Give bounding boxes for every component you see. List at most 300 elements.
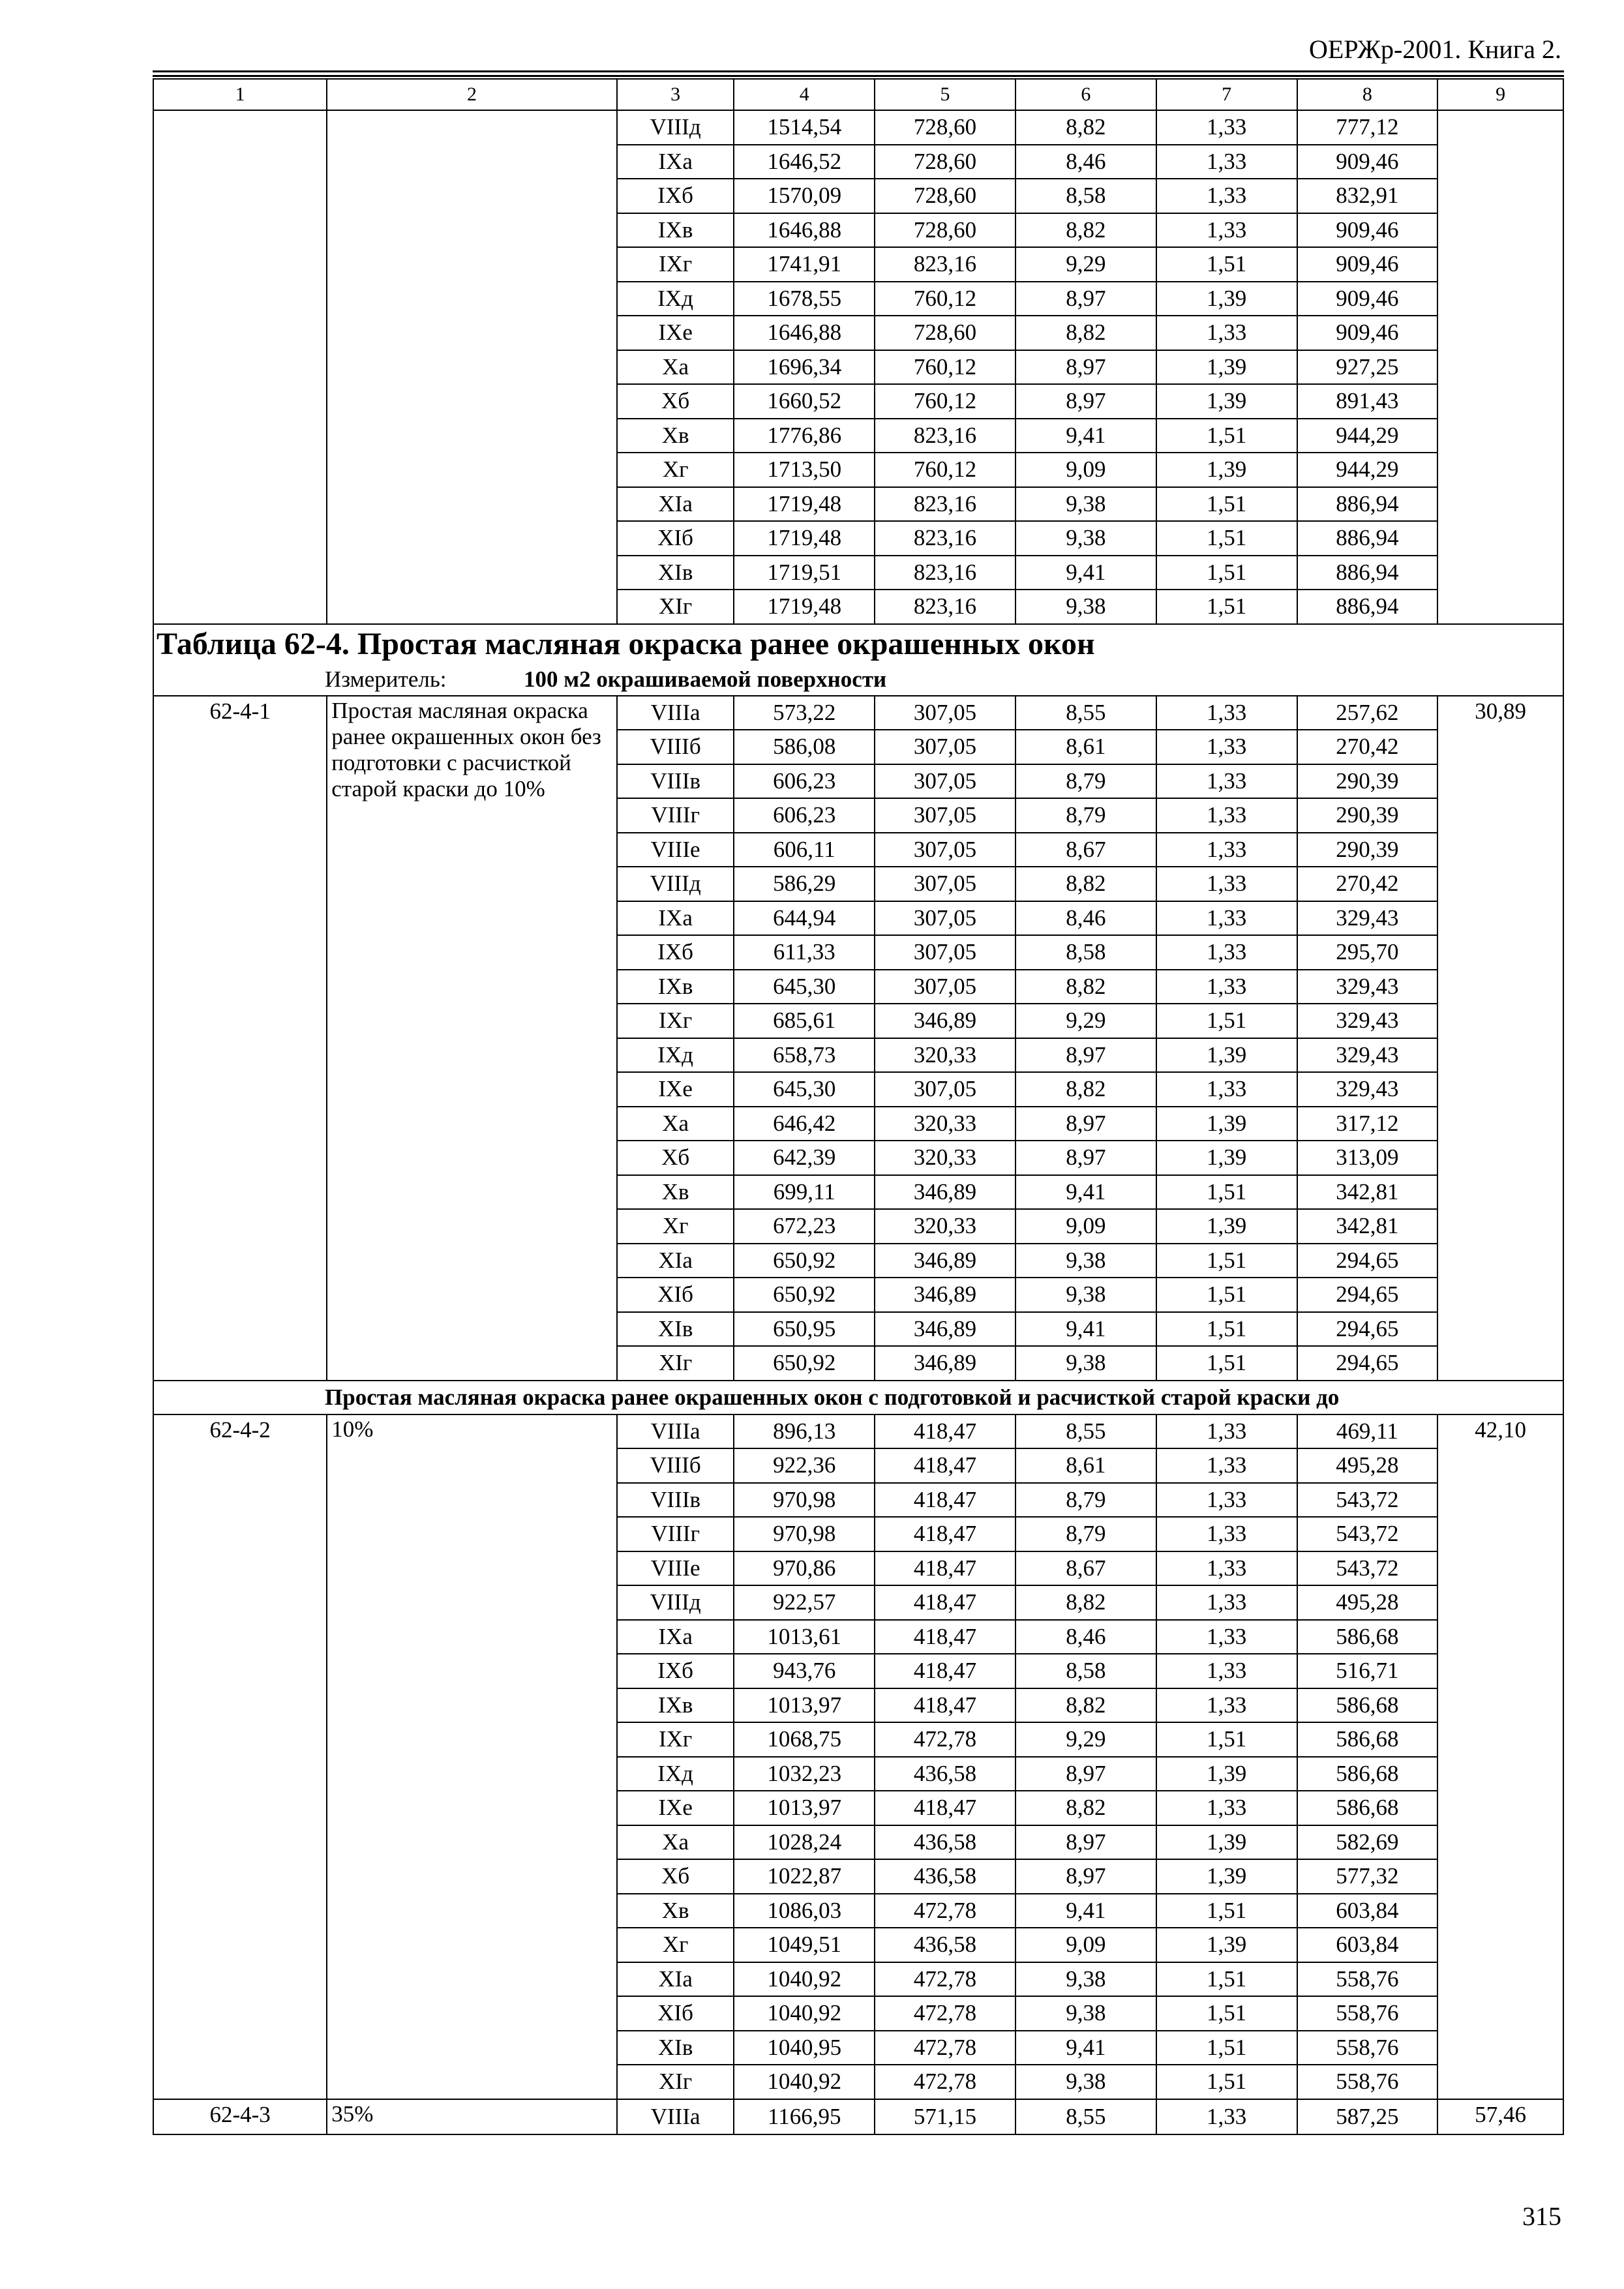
zone-cell: IXв <box>617 1688 734 1723</box>
value-cell: 760,12 <box>875 453 1015 487</box>
value-cell: 646,42 <box>734 1107 875 1141</box>
value-cell: 329,43 <box>1297 901 1438 936</box>
value-cell: 603,84 <box>1297 1928 1438 1962</box>
value-cell: 418,47 <box>875 1551 1015 1586</box>
zone-cell: XIб <box>617 1996 734 2031</box>
zone-cell: IXб <box>617 179 734 213</box>
meter-cell <box>153 664 1563 696</box>
value-cell: 1,51 <box>1156 1894 1297 1928</box>
value-cell: 8,67 <box>1015 833 1156 867</box>
value-cell: 558,76 <box>1297 2065 1438 2099</box>
value-cell: 728,60 <box>875 213 1015 248</box>
value-cell: 307,05 <box>875 867 1015 901</box>
value-cell: 1696,34 <box>734 350 875 385</box>
column-number-cell: 4 <box>734 79 875 110</box>
rates-table-body <box>153 79 1563 2134</box>
zone-cell: Xа <box>617 1107 734 1141</box>
value-cell: 495,28 <box>1297 1448 1438 1483</box>
value-cell: 307,05 <box>875 798 1015 833</box>
value-cell: 346,89 <box>875 1346 1015 1381</box>
value-cell: 295,70 <box>1297 935 1438 970</box>
value-cell: 1,33 <box>1156 2099 1297 2135</box>
value-cell: 558,76 <box>1297 1996 1438 2031</box>
value-cell: 1013,61 <box>734 1620 875 1654</box>
value-cell: 823,16 <box>875 247 1015 282</box>
value-cell: 1646,88 <box>734 316 875 350</box>
value-cell: 1028,24 <box>734 1825 875 1860</box>
value-cell: 9,38 <box>1015 1346 1156 1381</box>
value-cell: 436,58 <box>875 1757 1015 1791</box>
value-cell: 1,39 <box>1156 282 1297 316</box>
value-cell: 650,92 <box>734 1278 875 1312</box>
value-cell: 9,41 <box>1015 1175 1156 1210</box>
value-cell: 9,38 <box>1015 1962 1156 1997</box>
value-cell: 1040,95 <box>734 2031 875 2065</box>
value-cell: 1049,51 <box>734 1928 875 1962</box>
value-cell: 1,33 <box>1156 1517 1297 1551</box>
zone-cell: Xв <box>617 419 734 453</box>
value-cell: 320,33 <box>875 1141 1015 1175</box>
value-cell: 320,33 <box>875 1107 1015 1141</box>
value-cell: 8,97 <box>1015 1038 1156 1073</box>
value-cell: 8,97 <box>1015 1141 1156 1175</box>
table-row <box>153 1414 1563 1449</box>
value-cell: 1,33 <box>1156 798 1297 833</box>
zone-cell: VIIIб <box>617 730 734 764</box>
value-cell: 1,51 <box>1156 590 1297 624</box>
value-cell: 1,33 <box>1156 1448 1297 1483</box>
value-cell: 823,16 <box>875 590 1015 624</box>
value-cell: 1,33 <box>1156 970 1297 1004</box>
value-cell: 1,33 <box>1156 1551 1297 1586</box>
value-cell: 1,51 <box>1156 556 1297 590</box>
value-cell: 970,86 <box>734 1551 875 1586</box>
value-cell: 290,39 <box>1297 798 1438 833</box>
value-cell: 8,97 <box>1015 1859 1156 1894</box>
value-cell: 728,60 <box>875 145 1015 179</box>
value-cell: 1,33 <box>1156 1688 1297 1723</box>
value-cell: 1,51 <box>1156 1996 1297 2031</box>
value-cell: 294,65 <box>1297 1346 1438 1381</box>
value-cell: 587,25 <box>1297 2099 1438 2135</box>
subtitle-row <box>153 1381 1563 1414</box>
value-cell: 1776,86 <box>734 419 875 453</box>
table-title-cell <box>153 624 1563 664</box>
value-cell: 1,39 <box>1156 350 1297 385</box>
zone-cell: IXв <box>617 970 734 1004</box>
value-cell: 1040,92 <box>734 2065 875 2099</box>
table-row <box>153 696 1563 730</box>
zone-cell: IXа <box>617 901 734 936</box>
value-cell: 886,94 <box>1297 556 1438 590</box>
value-cell: 307,05 <box>875 764 1015 799</box>
value-cell: 886,94 <box>1297 521 1438 556</box>
value-cell: 1166,95 <box>734 2099 875 2135</box>
zone-cell: XIг <box>617 1346 734 1381</box>
zone-cell: IXа <box>617 145 734 179</box>
value-cell: 472,78 <box>875 1722 1015 1757</box>
value-cell: 8,61 <box>1015 1448 1156 1483</box>
value-cell: 294,65 <box>1297 1312 1438 1347</box>
value-cell: 1,51 <box>1156 2065 1297 2099</box>
value-cell: 1741,91 <box>734 247 875 282</box>
value-cell: 1040,92 <box>734 1962 875 1997</box>
value-cell: 909,46 <box>1297 247 1438 282</box>
value-cell: 606,11 <box>734 833 875 867</box>
value-cell: 1022,87 <box>734 1859 875 1894</box>
value-cell: 606,23 <box>734 764 875 799</box>
value-cell: 8,79 <box>1015 798 1156 833</box>
value-cell: 8,79 <box>1015 1517 1156 1551</box>
value-cell: 472,78 <box>875 2065 1015 2099</box>
value-cell: 8,46 <box>1015 145 1156 179</box>
value-cell: 1570,09 <box>734 179 875 213</box>
value-cell: 8,97 <box>1015 282 1156 316</box>
value-cell: 1,33 <box>1156 1483 1297 1518</box>
value-cell: 8,97 <box>1015 1107 1156 1141</box>
value-cell: 1040,92 <box>734 1996 875 2031</box>
value-cell: 1086,03 <box>734 1894 875 1928</box>
value-cell: 699,11 <box>734 1175 875 1210</box>
zone-cell: XIа <box>617 487 734 522</box>
value-cell: 8,82 <box>1015 1688 1156 1723</box>
value-cell: 9,41 <box>1015 1312 1156 1347</box>
value-cell: 9,29 <box>1015 1004 1156 1038</box>
value-cell: 1,33 <box>1156 213 1297 248</box>
value-cell: 8,97 <box>1015 350 1156 385</box>
value-cell: 9,38 <box>1015 487 1156 522</box>
value-cell: 658,73 <box>734 1038 875 1073</box>
value-cell: 728,60 <box>875 110 1015 145</box>
value-cell: 1,33 <box>1156 730 1297 764</box>
value-cell: 896,13 <box>734 1414 875 1449</box>
col9-cell: 57,46 <box>1437 2099 1563 2135</box>
value-cell: 823,16 <box>875 419 1015 453</box>
value-cell: 8,58 <box>1015 935 1156 970</box>
value-cell: 611,33 <box>734 935 875 970</box>
value-cell: 777,12 <box>1297 110 1438 145</box>
value-cell: 9,38 <box>1015 1244 1156 1278</box>
value-cell: 8,58 <box>1015 1654 1156 1688</box>
value-cell: 1660,52 <box>734 384 875 419</box>
value-cell: 8,82 <box>1015 1072 1156 1107</box>
value-cell: 1719,48 <box>734 521 875 556</box>
value-cell: 516,71 <box>1297 1654 1438 1688</box>
zone-cell: XIв <box>617 1312 734 1347</box>
value-cell: 8,97 <box>1015 1757 1156 1791</box>
value-cell: 329,43 <box>1297 1072 1438 1107</box>
table-title: Таблица 62-4. Простая масляная окраска ранее окрашенных окон <box>157 626 1095 661</box>
value-cell: 891,43 <box>1297 384 1438 419</box>
value-cell: 257,62 <box>1297 696 1438 730</box>
zone-cell: VIIIг <box>617 1517 734 1551</box>
value-cell: 8,55 <box>1015 2099 1156 2135</box>
work-description-cell <box>327 110 617 624</box>
column-number-cell: 9 <box>1437 79 1563 110</box>
zone-cell: VIIIе <box>617 1551 734 1586</box>
value-cell: 1013,97 <box>734 1791 875 1825</box>
value-cell: 1,33 <box>1156 145 1297 179</box>
table-row <box>153 2099 1563 2135</box>
zone-cell: IXв <box>617 213 734 248</box>
value-cell: 307,05 <box>875 901 1015 936</box>
zone-cell: XIг <box>617 2065 734 2099</box>
zone-cell: IXг <box>617 247 734 282</box>
value-cell: 1,51 <box>1156 1278 1297 1312</box>
value-cell: 832,91 <box>1297 179 1438 213</box>
value-cell: 728,60 <box>875 179 1015 213</box>
value-cell: 909,46 <box>1297 316 1438 350</box>
value-cell: 1,33 <box>1156 833 1297 867</box>
value-cell: 943,76 <box>734 1654 875 1688</box>
column-number-cell: 5 <box>875 79 1015 110</box>
value-cell: 8,55 <box>1015 1414 1156 1449</box>
value-cell: 346,89 <box>875 1278 1015 1312</box>
work-description-cell: 35% <box>327 2099 617 2135</box>
value-cell: 320,33 <box>875 1038 1015 1073</box>
value-cell: 728,60 <box>875 316 1015 350</box>
meter-value: 100 м2 окрашиваемой поверхности <box>524 666 887 692</box>
zone-cell: XIв <box>617 2031 734 2065</box>
value-cell: 307,05 <box>875 730 1015 764</box>
zone-cell: IXе <box>617 1791 734 1825</box>
value-cell: 8,82 <box>1015 970 1156 1004</box>
value-cell: 577,32 <box>1297 1859 1438 1894</box>
value-cell: 1,51 <box>1156 1722 1297 1757</box>
value-cell: 1,51 <box>1156 1346 1297 1381</box>
page-number: 315 <box>1522 2202 1561 2231</box>
value-cell: 571,15 <box>875 2099 1015 2135</box>
value-cell: 294,65 <box>1297 1278 1438 1312</box>
value-cell: 290,39 <box>1297 833 1438 867</box>
zone-cell: Xб <box>617 384 734 419</box>
value-cell: 418,47 <box>875 1585 1015 1620</box>
value-cell: 1,33 <box>1156 901 1297 936</box>
value-cell: 436,58 <box>875 1825 1015 1860</box>
column-number-cell: 8 <box>1297 79 1438 110</box>
value-cell: 1,39 <box>1156 1038 1297 1073</box>
value-cell: 582,69 <box>1297 1825 1438 1860</box>
work-description-cell: Простая масляная окраска ранее окрашенных окон без подготовки с расчисткой старой краски до 10% <box>327 696 617 1381</box>
value-cell: 1,39 <box>1156 1825 1297 1860</box>
column-number-cell: 3 <box>617 79 734 110</box>
column-number-cell: 2 <box>327 79 617 110</box>
zone-cell: VIIIв <box>617 1483 734 1518</box>
value-cell: 290,39 <box>1297 764 1438 799</box>
value-cell: 909,46 <box>1297 145 1438 179</box>
value-cell: 8,82 <box>1015 1791 1156 1825</box>
value-cell: 586,68 <box>1297 1620 1438 1654</box>
value-cell: 1,33 <box>1156 1654 1297 1688</box>
value-cell: 313,09 <box>1297 1141 1438 1175</box>
value-cell: 944,29 <box>1297 419 1438 453</box>
value-cell: 8,79 <box>1015 1483 1156 1518</box>
value-cell: 1,51 <box>1156 1004 1297 1038</box>
value-cell: 436,58 <box>875 1928 1015 1962</box>
value-cell: 8,79 <box>1015 764 1156 799</box>
value-cell: 317,12 <box>1297 1107 1438 1141</box>
value-cell: 1,51 <box>1156 1175 1297 1210</box>
value-cell: 472,78 <box>875 2031 1015 2065</box>
zone-cell: VIIIе <box>617 833 734 867</box>
value-cell: 9,29 <box>1015 247 1156 282</box>
zone-cell: XIв <box>617 556 734 590</box>
price-code-cell <box>153 110 327 624</box>
value-cell: 1,33 <box>1156 764 1297 799</box>
value-cell: 645,30 <box>734 970 875 1004</box>
zone-cell: Xв <box>617 1894 734 1928</box>
value-cell: 329,43 <box>1297 1038 1438 1073</box>
value-cell: 418,47 <box>875 1483 1015 1518</box>
value-cell: 1,33 <box>1156 696 1297 730</box>
value-cell: 1,39 <box>1156 1209 1297 1244</box>
value-cell: 346,89 <box>875 1312 1015 1347</box>
zone-cell: VIIIд <box>617 1585 734 1620</box>
zone-cell: Xб <box>617 1859 734 1894</box>
value-cell: 603,84 <box>1297 1894 1438 1928</box>
value-cell: 586,29 <box>734 867 875 901</box>
value-cell: 8,55 <box>1015 696 1156 730</box>
price-code-cell: 62-4-1 <box>153 696 327 1381</box>
zone-cell: VIIIа <box>617 1414 734 1449</box>
value-cell: 672,23 <box>734 1209 875 1244</box>
value-cell: 8,82 <box>1015 867 1156 901</box>
value-cell: 1,51 <box>1156 521 1297 556</box>
value-cell: 650,95 <box>734 1312 875 1347</box>
value-cell: 823,16 <box>875 556 1015 590</box>
value-cell: 1,33 <box>1156 1072 1297 1107</box>
value-cell: 294,65 <box>1297 1244 1438 1278</box>
value-cell: 1013,97 <box>734 1688 875 1723</box>
value-cell: 886,94 <box>1297 487 1438 522</box>
value-cell: 1719,48 <box>734 590 875 624</box>
value-cell: 760,12 <box>875 384 1015 419</box>
value-cell: 1719,51 <box>734 556 875 590</box>
column-number-cell: 6 <box>1015 79 1156 110</box>
meter-label: Измеритель: <box>325 666 447 692</box>
header-rule <box>153 70 1564 72</box>
zone-cell: VIIIд <box>617 110 734 145</box>
value-cell: 8,82 <box>1015 110 1156 145</box>
value-cell: 909,46 <box>1297 282 1438 316</box>
value-cell: 329,43 <box>1297 1004 1438 1038</box>
zone-cell: XIа <box>617 1962 734 1997</box>
value-cell: 1,51 <box>1156 1312 1297 1347</box>
col9-cell: 42,10 <box>1437 1414 1563 2099</box>
value-cell: 342,81 <box>1297 1209 1438 1244</box>
value-cell: 685,61 <box>734 1004 875 1038</box>
value-cell: 922,57 <box>734 1585 875 1620</box>
value-cell: 543,72 <box>1297 1517 1438 1551</box>
value-cell: 1,39 <box>1156 1757 1297 1791</box>
value-cell: 1,33 <box>1156 316 1297 350</box>
value-cell: 9,29 <box>1015 1722 1156 1757</box>
value-cell: 922,36 <box>734 1448 875 1483</box>
value-cell: 586,68 <box>1297 1688 1438 1723</box>
zone-cell: Xг <box>617 1928 734 1962</box>
value-cell: 1514,54 <box>734 110 875 145</box>
value-cell: 1,51 <box>1156 247 1297 282</box>
value-cell: 8,82 <box>1015 1585 1156 1620</box>
value-cell: 418,47 <box>875 1688 1015 1723</box>
value-cell: 346,89 <box>875 1004 1015 1038</box>
value-cell: 9,38 <box>1015 2065 1156 2099</box>
work-description-cell: 10% <box>327 1414 617 2099</box>
zone-cell: IXе <box>617 1072 734 1107</box>
value-cell: 418,47 <box>875 1414 1015 1449</box>
value-cell: 558,76 <box>1297 2031 1438 2065</box>
value-cell: 823,16 <box>875 521 1015 556</box>
value-cell: 1,33 <box>1156 1414 1297 1449</box>
zone-cell: VIIIб <box>617 1448 734 1483</box>
value-cell: 9,09 <box>1015 1928 1156 1962</box>
zone-cell: VIIIд <box>617 867 734 901</box>
value-cell: 1,51 <box>1156 419 1297 453</box>
value-cell: 346,89 <box>875 1175 1015 1210</box>
value-cell: 909,46 <box>1297 213 1438 248</box>
value-cell: 307,05 <box>875 696 1015 730</box>
zone-cell: VIIIа <box>617 2099 734 2135</box>
zone-cell: VIIIа <box>617 696 734 730</box>
zone-cell: Xг <box>617 1209 734 1244</box>
value-cell: 886,94 <box>1297 590 1438 624</box>
value-cell: 586,08 <box>734 730 875 764</box>
value-cell: 1,39 <box>1156 1928 1297 1962</box>
value-cell: 1,33 <box>1156 1791 1297 1825</box>
zone-cell: IXд <box>617 1038 734 1073</box>
table-row <box>153 110 1563 145</box>
value-cell: 1,39 <box>1156 453 1297 487</box>
value-cell: 270,42 <box>1297 730 1438 764</box>
zone-cell: Xг <box>617 453 734 487</box>
value-cell: 644,94 <box>734 901 875 936</box>
page-header-title: ОЕРЖр-2001. Книга 2. <box>1309 35 1561 64</box>
value-cell: 586,68 <box>1297 1757 1438 1791</box>
zone-cell: Xа <box>617 1825 734 1860</box>
value-cell: 8,46 <box>1015 1620 1156 1654</box>
value-cell: 320,33 <box>875 1209 1015 1244</box>
zone-cell: Xв <box>617 1175 734 1210</box>
zone-cell: Xа <box>617 350 734 385</box>
value-cell: 650,92 <box>734 1346 875 1381</box>
zone-cell: IXг <box>617 1722 734 1757</box>
column-number-cell: 7 <box>1156 79 1297 110</box>
value-cell: 307,05 <box>875 935 1015 970</box>
value-cell: 8,46 <box>1015 901 1156 936</box>
value-cell: 543,72 <box>1297 1551 1438 1586</box>
value-cell: 606,23 <box>734 798 875 833</box>
value-cell: 558,76 <box>1297 1962 1438 1997</box>
value-cell: 307,05 <box>875 833 1015 867</box>
value-cell: 436,58 <box>875 1859 1015 1894</box>
value-cell: 9,09 <box>1015 1209 1156 1244</box>
value-cell: 9,41 <box>1015 1894 1156 1928</box>
zone-cell: IXб <box>617 1654 734 1688</box>
value-cell: 495,28 <box>1297 1585 1438 1620</box>
value-cell: 9,38 <box>1015 521 1156 556</box>
price-code-cell: 62-4-2 <box>153 1414 327 2099</box>
zone-cell: XIб <box>617 521 734 556</box>
value-cell: 472,78 <box>875 1962 1015 1997</box>
value-cell: 1,39 <box>1156 1107 1297 1141</box>
zone-cell: IXд <box>617 282 734 316</box>
value-cell: 760,12 <box>875 350 1015 385</box>
col9-cell: 30,89 <box>1437 696 1563 1381</box>
zone-cell: XIб <box>617 1278 734 1312</box>
value-cell: 1,51 <box>1156 487 1297 522</box>
value-cell: 1713,50 <box>734 453 875 487</box>
value-cell: 472,78 <box>875 1894 1015 1928</box>
